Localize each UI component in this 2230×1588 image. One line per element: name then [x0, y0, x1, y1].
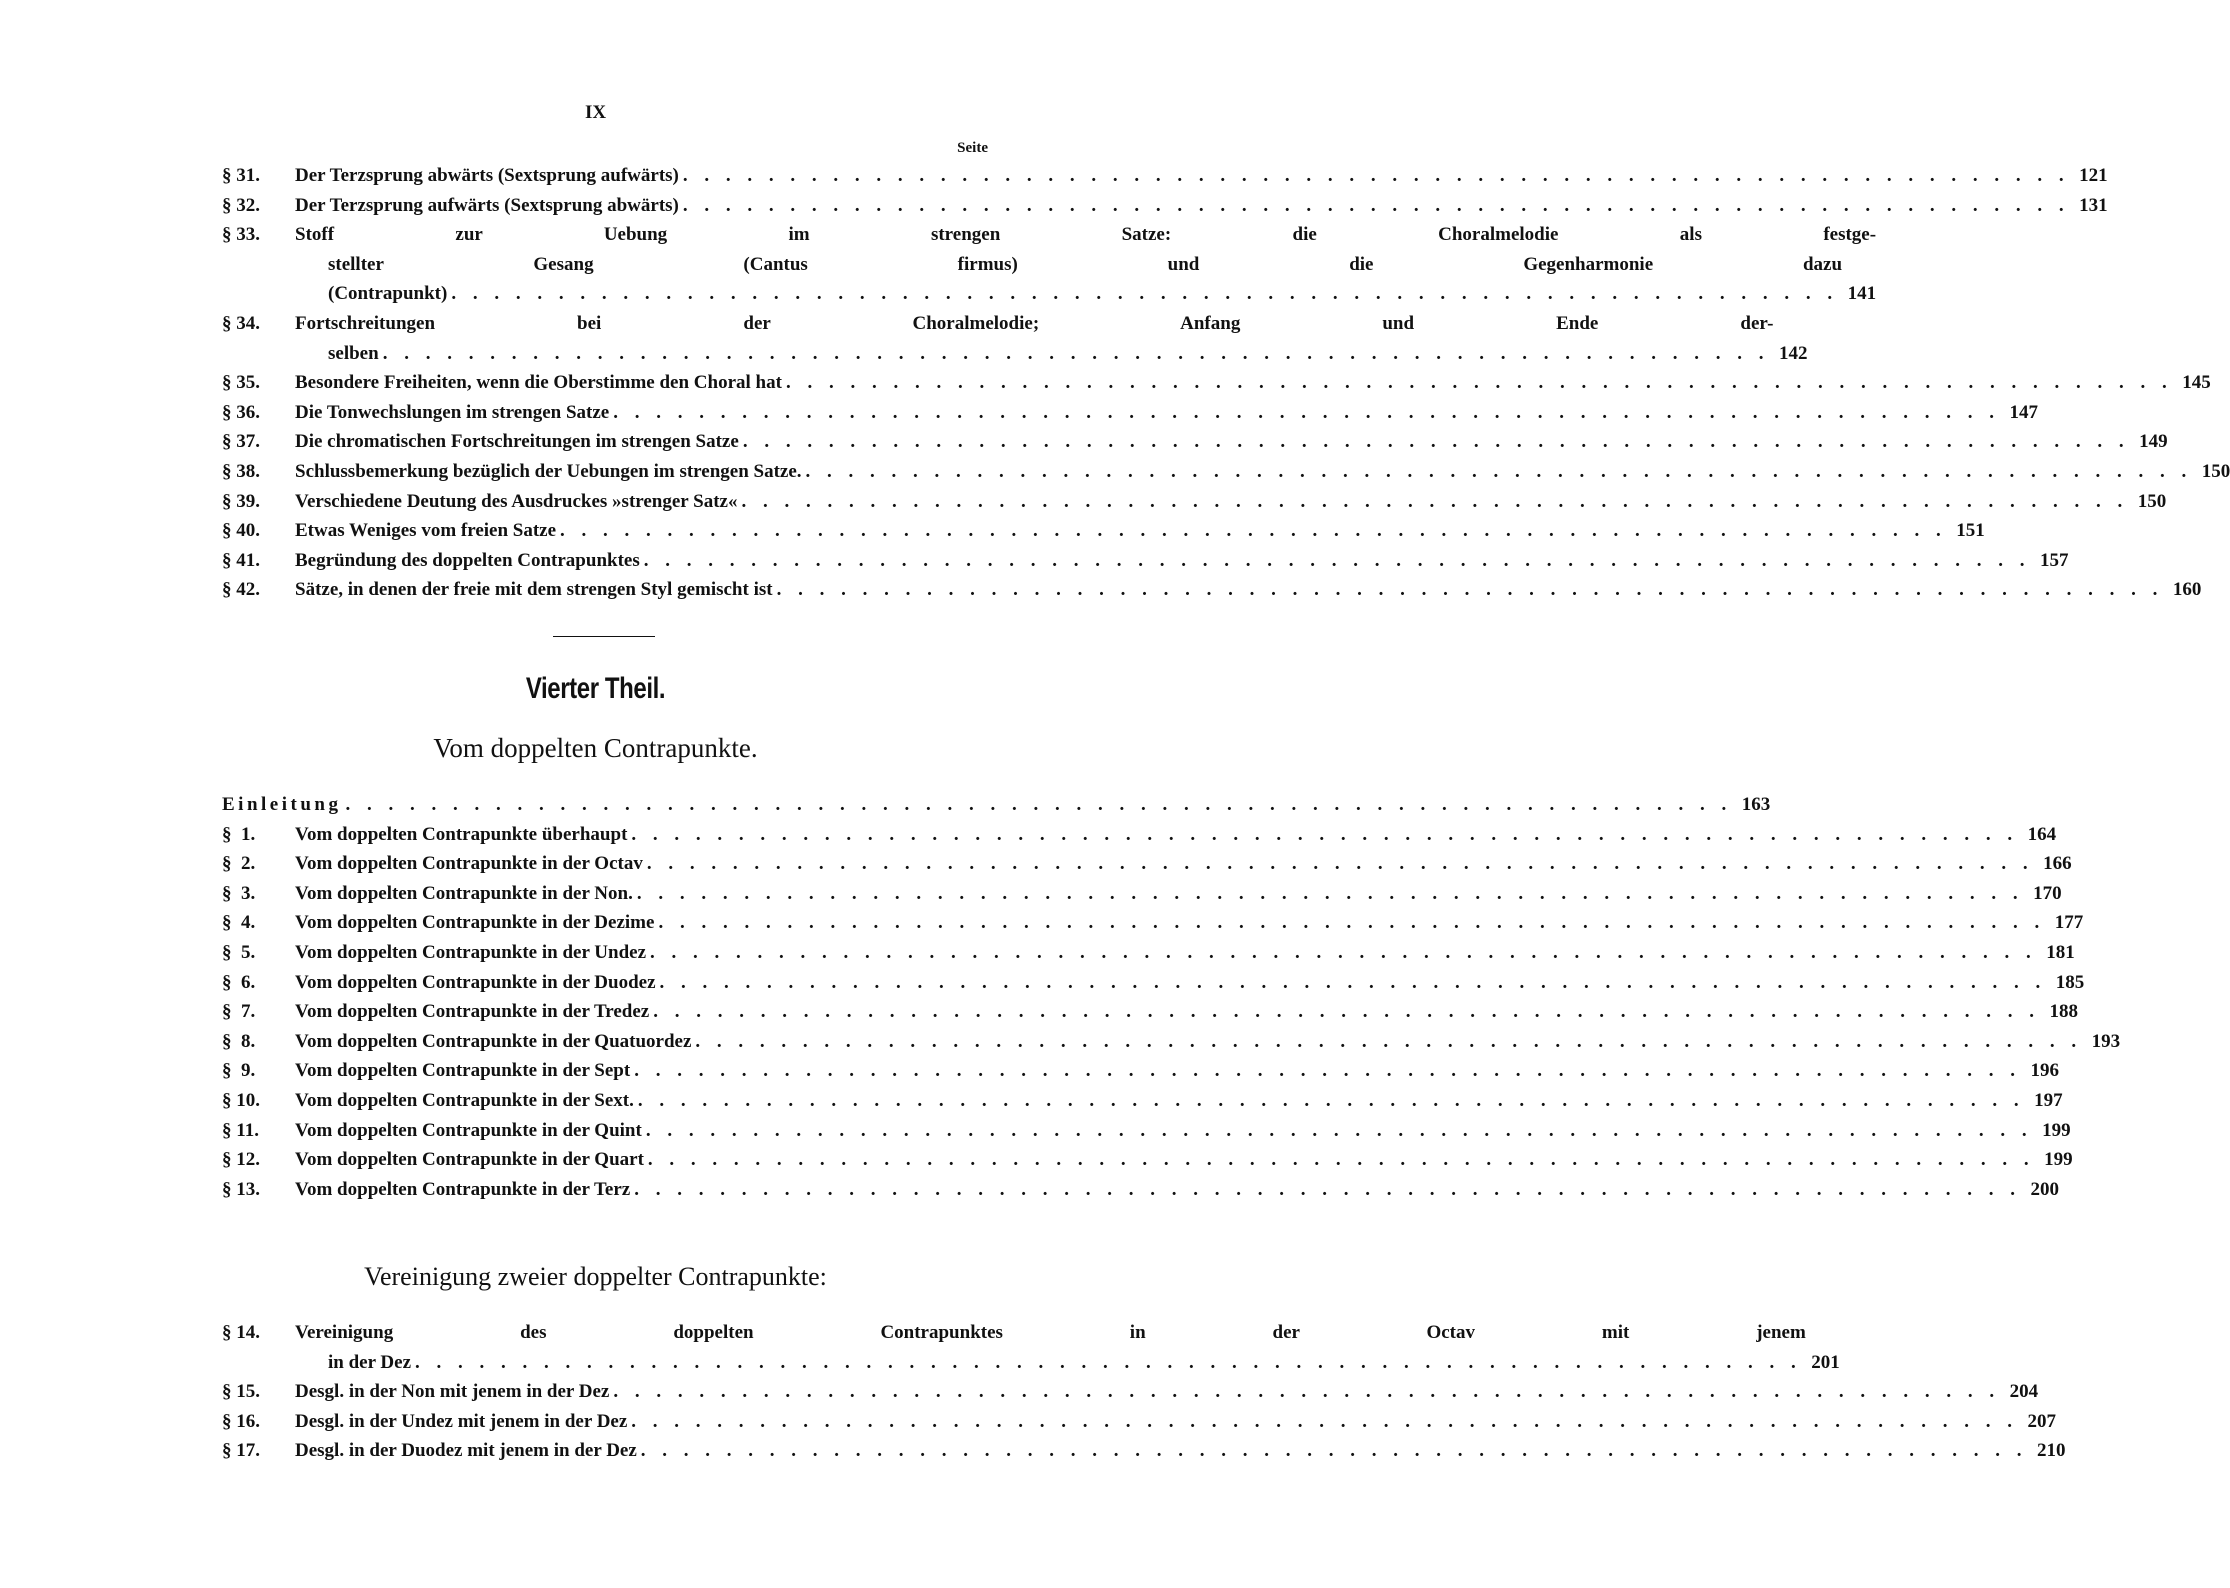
toc-entry: § 9. Vom doppelten Contrapunkte in der Sept . . . 196	[222, 1056, 988, 1086]
toc-entry: § 3. Vom doppelten Contrapunkte in der Non. . . . 170	[222, 879, 988, 909]
toc-intro-entry: Einleitung . . . 163	[222, 790, 988, 820]
toc-entry: § 11. Vom doppelten Contrapunkte in der Quint . . . 199	[222, 1116, 988, 1146]
toc-entry: § 40. Etwas Weniges vom freien Satze . . . 151	[222, 516, 988, 546]
toc-entry: § 41. Begründung des doppelten Contrapunktes . . . 157	[222, 546, 988, 576]
union-section-title: Vereinigung zweier doppelter Contrapunkte:	[364, 1262, 827, 1291]
page-number: IX	[584, 102, 607, 123]
page-column-label: Seite	[957, 140, 988, 156]
toc-entry: § 6. Vom doppelten Contrapunkte in der Duodez . . . 185	[222, 968, 988, 998]
toc-entry: § 35. Besondere Freiheiten, wenn die Oberstimme den Choral hat . . . 145	[222, 368, 988, 398]
toc-entry: § 17. Desgl. in der Duodez mit jenem in der Dez . . . 210	[222, 1436, 988, 1466]
part-title: Vierter Theil.	[525, 672, 666, 705]
toc-entry: § 38. Schlussbemerkung bezüglich der Uebungen im strengen Satze. . . . 150	[222, 457, 988, 487]
toc-entry: § 39. Verschiedene Deutung des Ausdruckes »strenger Satz« . . . 150	[222, 487, 988, 517]
part4-toc-list	[222, 790, 2121, 1204]
toc-entry: § 1. Vom doppelten Contrapunkte überhaupt . . . 164	[222, 820, 988, 850]
toc-entry: § 8. Vom doppelten Contrapunkte in der Quatuordez . . . 193	[222, 1027, 988, 1057]
toc-entry: § 31. Der Terzsprung abwärts (Sextsprung aufwärts) . . . 121	[222, 161, 988, 191]
toc-entry: § 34. Fortschreitungen bei der Choralmelodie; Anfang und Ende der- selben . . . 142	[222, 309, 988, 368]
toc-entry: § 4. Vom doppelten Contrapunkte in der Dezime . . . 177	[222, 908, 988, 938]
toc-entry: § 42. Sätze, in denen der freie mit dem strengen Styl gemischt ist . . . 160	[222, 575, 988, 605]
part3-toc-list	[222, 161, 2230, 605]
toc-entry: § 14. Vereinigung des doppelten Contrapunktes in der Octav mit jenem in der Dez . . . 201	[222, 1318, 988, 1377]
toc-entry: § 13. Vom doppelten Contrapunkte in der Terz . . . 200	[222, 1175, 988, 1205]
toc-entry: § 37. Die chromatischen Fortschreitungen im strengen Satze . . . 149	[222, 427, 988, 457]
toc-entry: § 2. Vom doppelten Contrapunkte in der Octav . . . 166	[222, 849, 988, 879]
section-divider	[553, 636, 655, 637]
toc-entry: § 15. Desgl. in der Non mit jenem in der Dez . . . 204	[222, 1377, 988, 1407]
toc-entry: § 16. Desgl. in der Undez mit jenem in der Dez . . . 207	[222, 1407, 988, 1437]
toc-entry: § 32. Der Terzsprung aufwärts (Sextsprung abwärts) . . . 131	[222, 191, 988, 221]
toc-entry: § 5. Vom doppelten Contrapunkte in der Undez . . . 181	[222, 938, 988, 968]
toc-entry: § 10. Vom doppelten Contrapunkte in der Sext. . . . 197	[222, 1086, 988, 1116]
toc-entry: § 33. Stoff zur Uebung im strengen Satze: die Choralmelodie als festge- stellter Gesang (Cantus firmus) und die Gegenharmonie dazu (Contrapunkt) . . . 141	[222, 220, 988, 309]
toc-entry: § 36. Die Tonwechslungen im strengen Satze . . . 147	[222, 398, 988, 428]
toc-entry: § 12. Vom doppelten Contrapunkte in der Quart . . . 199	[222, 1145, 988, 1175]
part-subtitle: Vom doppelten Contrapunkte.	[433, 733, 758, 763]
toc-entry: § 7. Vom doppelten Contrapunkte in der Tredez . . . 188	[222, 997, 988, 1027]
union-toc-list	[222, 1318, 2066, 1466]
